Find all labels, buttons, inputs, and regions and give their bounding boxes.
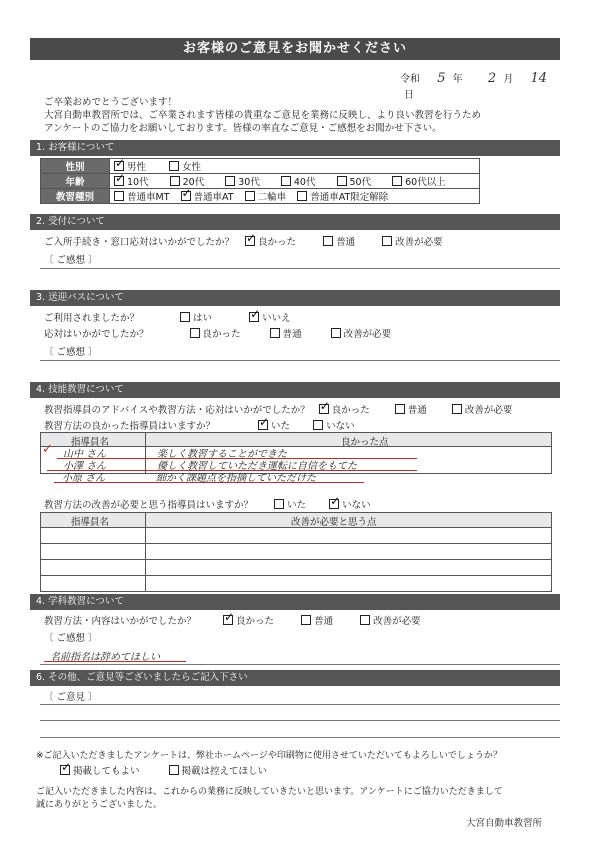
age-50s-checkbox[interactable] bbox=[337, 176, 347, 186]
bus-impressions-label: 〔 ご感想 〕 bbox=[44, 347, 98, 358]
option-label: 良かった bbox=[258, 237, 297, 248]
age-option-label: 50代 bbox=[349, 177, 372, 188]
course-type-option: 普通車MT bbox=[127, 192, 170, 203]
male-checkbox[interactable] bbox=[114, 161, 124, 171]
section-classroom-header: 4. 学科教習について bbox=[30, 594, 560, 610]
course-type-option: 二輪車 bbox=[257, 192, 287, 203]
reception-question: ご入所手続き・窓口応対はいかがでしたか？ bbox=[44, 237, 235, 248]
bus-impressions-field[interactable] bbox=[40, 360, 560, 361]
option-label: いない bbox=[326, 421, 355, 432]
section-3-header: 3. 送迎バスについて bbox=[30, 290, 560, 306]
age-label: 年齢 bbox=[41, 174, 110, 189]
section-1-header: 1. お客様について bbox=[30, 140, 560, 156]
reception-good-checkbox[interactable] bbox=[245, 236, 255, 246]
age-option-label: 60代以上 bbox=[405, 177, 446, 188]
good-instructor-no-checkbox[interactable] bbox=[313, 420, 323, 430]
column-divider bbox=[145, 513, 146, 591]
gender-options bbox=[110, 159, 480, 174]
bus-yes-checkbox[interactable] bbox=[180, 312, 190, 322]
opinion-field-line[interactable] bbox=[40, 704, 560, 705]
good-point-comment[interactable]: 細かく課題点を指摘していただけた bbox=[156, 473, 316, 484]
course-type-label: 教習種別 bbox=[41, 189, 110, 204]
option-label: はい bbox=[193, 313, 213, 324]
red-underline bbox=[44, 661, 186, 662]
table-row[interactable] bbox=[41, 575, 551, 576]
bus-service-row bbox=[44, 326, 391, 340]
classroom-improve-checkbox[interactable] bbox=[360, 615, 370, 625]
classroom-comment[interactable]: 名前指名は辞めてほしい bbox=[50, 652, 160, 663]
intro-line: 大宮自動車教習所では、ご卒業されます皆様の貴重なご意見を業務に反映し、より良い教習を行うため bbox=[44, 110, 482, 121]
reception-impressions-field[interactable] bbox=[40, 268, 560, 269]
skill-good-checkbox[interactable] bbox=[319, 404, 329, 414]
form-title: お客様のご意見をお聞かせください bbox=[30, 38, 560, 60]
option-label: いない bbox=[342, 500, 371, 511]
instructor-column-header: 指導員名 bbox=[71, 517, 110, 528]
gender-label: 性別 bbox=[41, 159, 110, 174]
improve-instructor-row bbox=[44, 497, 371, 511]
option-label: 改善が必要 bbox=[395, 237, 443, 248]
option-label: 良かった bbox=[236, 616, 275, 627]
section-2-header: 2. 受付について bbox=[30, 214, 560, 230]
improve-instructor-no-checkbox[interactable] bbox=[329, 499, 339, 509]
reception-question-row bbox=[44, 234, 443, 248]
good-instructor-yes-checkbox[interactable] bbox=[258, 420, 268, 430]
age-option-label: 10代 bbox=[127, 177, 149, 188]
consent-ng-checkbox[interactable] bbox=[169, 765, 179, 775]
female-label: 女性 bbox=[182, 162, 202, 173]
opinion-field-line[interactable] bbox=[40, 737, 560, 738]
option-label: 改善が必要 bbox=[343, 329, 392, 340]
table-row[interactable] bbox=[41, 543, 551, 544]
intro-text bbox=[44, 96, 564, 135]
option-label: 掲載は控えてほしい bbox=[181, 766, 268, 777]
improve-points-column-header: 改善が必要と思う点 bbox=[291, 517, 377, 528]
year-value[interactable]: 5 bbox=[437, 71, 446, 86]
motorcycle-checkbox[interactable] bbox=[245, 191, 255, 201]
instructor-column-header: 指導員名 bbox=[71, 437, 110, 448]
improve-instructor-question: 教習方法の改善が必要と思う指導員はいますか？ bbox=[44, 500, 254, 511]
option-label: 改善が必要 bbox=[373, 616, 421, 627]
good-point-comment[interactable]: 楽しく教習することができた bbox=[157, 449, 287, 460]
course-type-option: 普通車AT bbox=[193, 192, 234, 203]
reception-improve-checkbox[interactable] bbox=[382, 236, 392, 246]
option-label: 普通 bbox=[407, 405, 427, 416]
consent-options bbox=[60, 763, 267, 777]
era-label: 令和 bbox=[400, 74, 420, 85]
bus-service-question: 応対はいかがでしたか？ bbox=[44, 329, 149, 340]
bus-good-checkbox[interactable] bbox=[190, 328, 200, 338]
red-check-icon: ✓ bbox=[42, 442, 53, 457]
intro-line: ご卒業おめでとうございます！ bbox=[44, 97, 178, 108]
classroom-question: 教習方法・内容はいかがでしたか？ bbox=[44, 616, 197, 627]
option-label: いいえ bbox=[262, 313, 291, 324]
at-checkbox[interactable] bbox=[181, 191, 191, 201]
classroom-good-checkbox[interactable] bbox=[223, 615, 233, 625]
at-unlimit-checkbox[interactable] bbox=[297, 191, 307, 201]
skill-question: 教習指導員のアドバイスや教習方法・応対はいかがでしたか？ bbox=[44, 405, 310, 416]
age-options bbox=[110, 174, 480, 189]
bus-usage-question: ご利用されましたか？ bbox=[44, 313, 140, 324]
opinion-field-line[interactable] bbox=[40, 720, 560, 721]
age-20s-checkbox[interactable] bbox=[170, 176, 180, 186]
instructor-name[interactable]: 小原 さん bbox=[62, 473, 106, 484]
option-label: 普通 bbox=[282, 329, 302, 340]
age-option-label: 20代 bbox=[182, 177, 205, 188]
section-4-header: 4. 技能教習について bbox=[30, 382, 560, 398]
consent-ok-checkbox[interactable] bbox=[60, 765, 70, 775]
improve-instructor-yes-checkbox[interactable] bbox=[274, 499, 284, 509]
age-10s-checkbox[interactable] bbox=[114, 176, 124, 186]
classroom-normal-checkbox[interactable] bbox=[301, 615, 311, 625]
column-divider bbox=[145, 433, 146, 473]
improve-instructor-table bbox=[40, 512, 552, 592]
closing-line: ご記入いただきました内容は、これからの業務に反映していきたいと思います。アンケートにご協力いただきまして bbox=[36, 787, 503, 797]
age-40s-checkbox[interactable] bbox=[281, 176, 291, 186]
option-label: 普通 bbox=[314, 616, 334, 627]
female-checkbox[interactable] bbox=[169, 161, 179, 171]
customer-info-table bbox=[40, 158, 480, 204]
section-6-header: 6. その他、ご意見等ございましたらご記入下さい bbox=[30, 670, 560, 686]
closing-text bbox=[36, 786, 503, 812]
course-type-options bbox=[110, 189, 480, 204]
intro-line: アンケートのご協力をお願いしております。皆様の率直なご意見・ご感想をお聞かせ下さい。 bbox=[44, 123, 442, 134]
good-points-column-header: 良かった点 bbox=[341, 437, 389, 448]
reception-normal-checkbox[interactable] bbox=[323, 236, 333, 246]
option-label: いた bbox=[287, 500, 307, 511]
good-point-comment[interactable]: 優しく教習していただき運転に自信をもてた bbox=[157, 461, 357, 472]
year-unit: 年 bbox=[452, 74, 463, 85]
good-instructor-table bbox=[40, 432, 552, 474]
table-row[interactable] bbox=[41, 559, 551, 560]
option-label: 良かった bbox=[202, 329, 241, 340]
month-unit: 月 bbox=[503, 74, 514, 85]
classroom-impressions-label: 〔 ご感想 〕 bbox=[44, 633, 98, 644]
day-unit: 日 bbox=[404, 90, 414, 101]
good-instructor-question: 教習方法の良かった指導員はいますか？ bbox=[44, 421, 216, 432]
consent-question: ※ご記入いただきましたアンケートは、弊社ホームページや印刷物に使用させていただいてもよろしいでしょうか？ bbox=[36, 751, 502, 761]
skill-improve-checkbox[interactable] bbox=[452, 404, 462, 414]
day-value[interactable]: 14 bbox=[530, 71, 548, 86]
mt-checkbox[interactable] bbox=[114, 191, 124, 201]
bus-no-checkbox[interactable] bbox=[249, 312, 259, 322]
table-header-row bbox=[41, 433, 551, 447]
option-label: 掲載してもよい bbox=[73, 766, 140, 777]
age-30s-checkbox[interactable] bbox=[225, 176, 235, 186]
skill-normal-checkbox[interactable] bbox=[395, 404, 405, 414]
classroom-question-row bbox=[44, 613, 421, 627]
option-label: 良かった bbox=[331, 405, 370, 416]
age-option-label: 30代 bbox=[238, 177, 260, 188]
instructor-name[interactable]: 小澤 さん bbox=[63, 461, 107, 472]
month-value[interactable]: 2 bbox=[487, 71, 497, 86]
good-instructor-row bbox=[44, 418, 355, 432]
age-option-label: 40代 bbox=[293, 177, 316, 188]
reception-impressions-label: 〔 ご感想 〕 bbox=[44, 255, 98, 266]
age-60s-checkbox[interactable] bbox=[392, 176, 402, 186]
option-label: いた bbox=[271, 421, 291, 432]
bus-improve-checkbox[interactable] bbox=[331, 328, 341, 338]
bus-usage-row bbox=[44, 310, 291, 324]
option-label: 改善が必要 bbox=[464, 405, 513, 416]
classroom-impressions-field[interactable] bbox=[40, 664, 560, 665]
course-type-option: 普通車AT限定解除 bbox=[310, 192, 389, 203]
opinion-label: 〔 ご意見 〕 bbox=[44, 692, 98, 703]
skill-question-row bbox=[44, 402, 512, 416]
closing-line: 誠にありがとうございました。 bbox=[36, 800, 163, 810]
school-name: 大宮自動車教習所 bbox=[466, 818, 543, 829]
red-underline bbox=[54, 482, 364, 483]
bus-normal-checkbox[interactable] bbox=[270, 328, 280, 338]
male-label: 男性 bbox=[127, 162, 147, 173]
option-label: 普通 bbox=[336, 237, 356, 248]
instructor-name[interactable]: 山中 さん bbox=[63, 449, 107, 460]
